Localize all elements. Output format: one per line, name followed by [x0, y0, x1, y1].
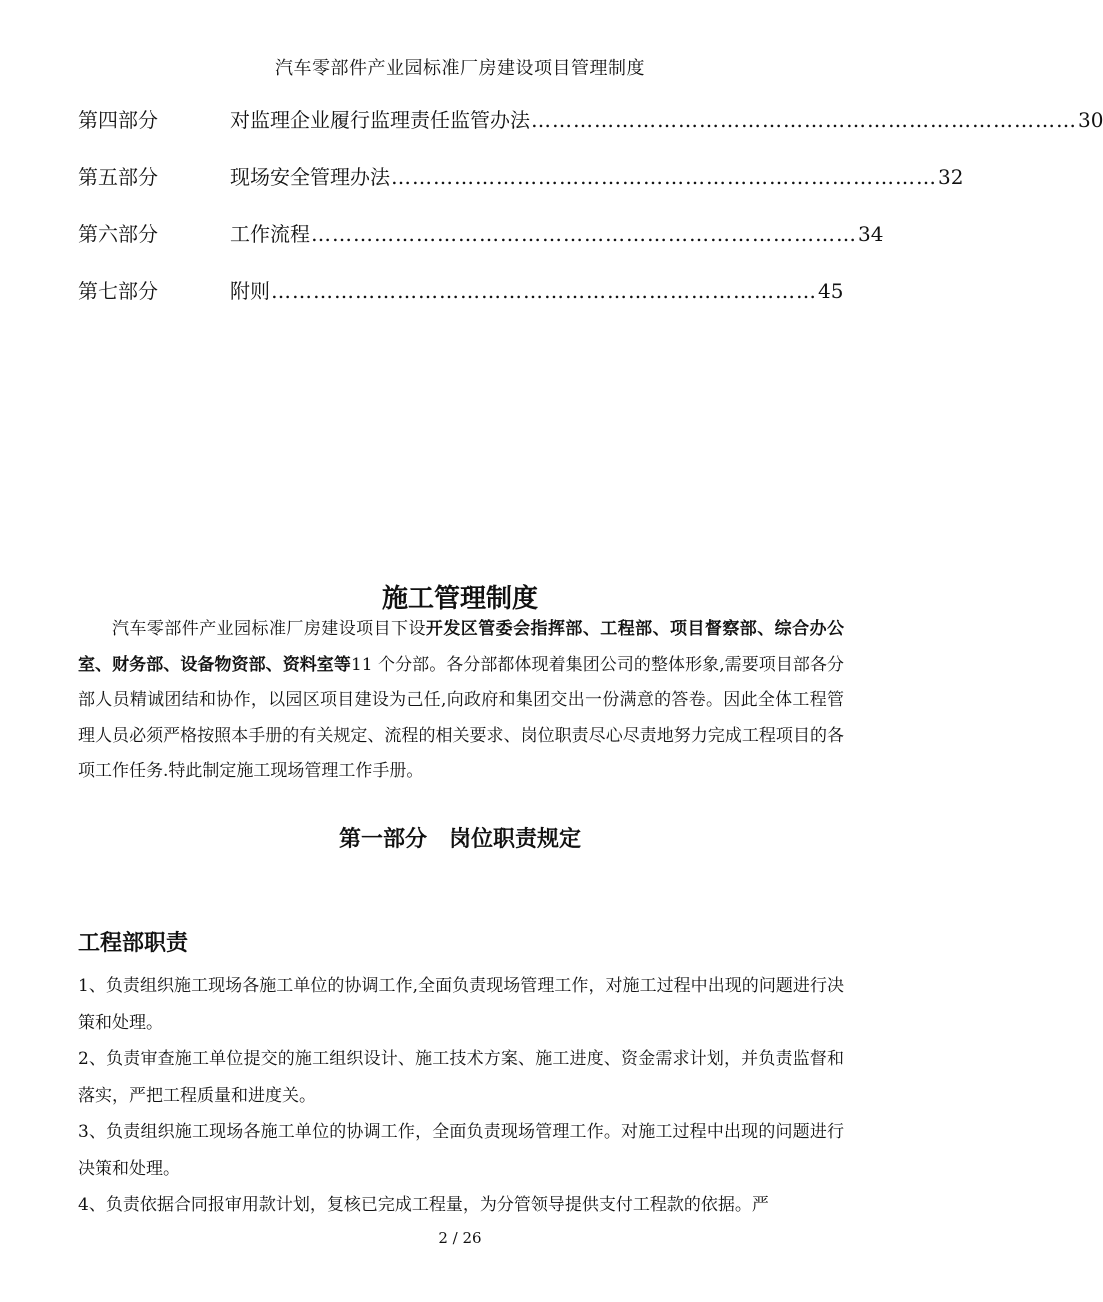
duty-item: 3、负责组织施工现场各施工单位的协调工作，全面负责现场管理工作。对施工过程中出现的问题进行决策和处理。	[78, 1122, 844, 1179]
document-title: 施工管理制度	[381, 584, 538, 614]
toc-entry	[78, 218, 884, 275]
toc-page-number: 30	[1078, 108, 1103, 132]
toc-dot-leader: ……………………………………………………………………	[271, 279, 817, 303]
section-part-label: 第一部分	[338, 827, 427, 852]
section-heading	[0, 822, 920, 853]
intro-lead: 汽车零部件产业园标准厂房建设项目下设	[112, 619, 426, 639]
toc-entry	[78, 275, 844, 332]
toc-entry	[78, 161, 964, 218]
intro-bold-departments: 开发区管委会指挥部、工程部、项目督察部、综合办公室、财务部、设备物资部、资料室等	[78, 619, 845, 675]
toc-page-number: 32	[938, 165, 964, 189]
toc-page-number: 45	[818, 279, 844, 303]
section-title: 岗位职责规定	[449, 827, 582, 852]
duty-item: 4、负责依据合同报审用款计划，复核已完成工程量，为分管领导提供支付工程款的依据。严	[78, 1195, 769, 1215]
toc-dot-leader: ……………………………………………………………………	[531, 108, 1077, 132]
duty-list	[78, 968, 844, 1224]
toc-part-label: 第六部分	[78, 222, 158, 246]
toc-title: 现场安全管理办法	[230, 165, 390, 189]
toc-entry	[78, 104, 1103, 161]
toc-part-label: 第四部分	[78, 108, 158, 132]
toc-page-number: 34	[858, 222, 884, 246]
toc-part-label: 第七部分	[78, 279, 158, 303]
toc-title: 对监理企业履行监理责任监管办法	[230, 108, 530, 132]
intro-rest: 11 个分部。各分部都体现着集团公司的整体形象,需要项目部各分部人员精诚团结和协作，以园区项目建设为己任,向政府和集团交出一份满意的答卷。因此全体工程管理人员必须严格按照本手册的有关规定、流程的相关要求、岗位职责尽心尽责地努力完成工程项目的各项工作任务.特此制定施工现场管理工作手册。	[78, 654, 844, 781]
toc-dot-leader: ……………………………………………………………………	[311, 222, 857, 246]
toc-title: 附则	[230, 279, 270, 303]
subsection-heading: 工程部职责	[78, 931, 189, 956]
page-number: 2 / 26	[438, 1229, 482, 1247]
duty-item: 1、负责组织施工现场各施工单位的协调工作,全面负责现场管理工作，对施工过程中出现的问题进行决策和处理。	[78, 976, 844, 1033]
toc-dot-leader: ……………………………………………………………………	[391, 165, 937, 189]
toc-title: 工作流程	[230, 222, 310, 246]
toc-part-label: 第五部分	[78, 165, 158, 189]
table-of-contents	[78, 104, 1103, 332]
duty-item: 2、负责审查施工单位提交的施工组织设计、施工技术方案、施工进度、资金需求计划，并负责监督和落实，严把工程质量和进度关。	[78, 1049, 844, 1106]
intro-paragraph	[78, 612, 844, 790]
running-header: 汽车零部件产业园标准厂房建设项目管理制度	[275, 58, 645, 79]
